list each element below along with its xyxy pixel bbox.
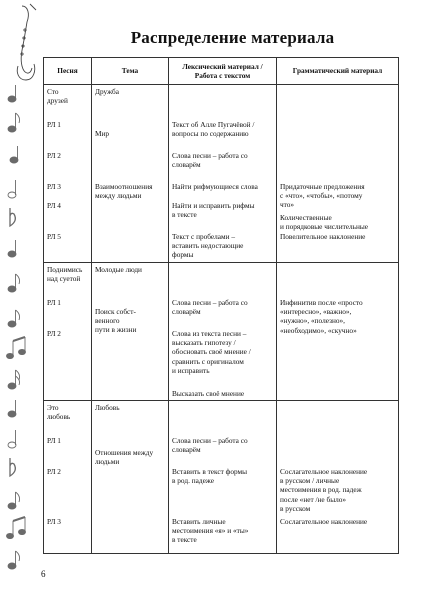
cell-entry: Слова песни – работа со словарём — [172, 436, 248, 455]
lexical-cell — [169, 401, 277, 554]
header-theme: Тема — [92, 58, 169, 85]
header-song: Песня — [44, 58, 92, 85]
cell-entry: Придаточные предложения с «что», «чтобы», «потому что» — [280, 182, 365, 210]
lexical-cell — [169, 85, 277, 263]
cell-entry: Любовь — [95, 403, 120, 412]
cell-entry: РЛ 3 — [47, 182, 61, 191]
cell-entry: Вставить в текст формы в род. падеже — [172, 467, 248, 486]
cell-entry: Найти и исправить рифмы в тексте — [172, 201, 255, 220]
table-row — [44, 263, 399, 401]
header-lexical: Лексический материал / Работа с текстом — [169, 58, 277, 85]
grammar-cell — [277, 263, 399, 401]
song-cell — [44, 85, 92, 263]
lexical-cell — [169, 263, 277, 401]
cell-entry: Взаимоотношения между людьми — [95, 182, 153, 201]
page-number: 6 — [41, 569, 46, 579]
table-header-row — [44, 58, 399, 85]
cell-entry: Сослагательное наклонение — [280, 517, 368, 526]
cell-entry: РЛ 3 — [47, 517, 61, 526]
grammar-cell — [277, 85, 399, 263]
cell-entry: РЛ 1 — [47, 298, 61, 307]
cell-entry: РЛ 1 — [47, 120, 61, 129]
table-row — [44, 401, 399, 554]
grammar-cell — [277, 401, 399, 554]
material-distribution-table — [43, 57, 399, 554]
cell-entry: Сослагательное наклонение в русском / личные местоимения в род. падеж после «нет /не было» в русском — [280, 467, 368, 513]
cell-entry: РЛ 4 — [47, 201, 61, 210]
cell-entry: Сто друзей — [47, 87, 68, 106]
song-cell — [44, 263, 92, 401]
cell-entry: Текст об Алле Пугачёвой / вопросы по содержанию — [172, 120, 255, 139]
cell-entry: Молодые люди — [95, 265, 142, 274]
cell-entry: Найти рифмующиеся слова — [172, 182, 258, 191]
theme-cell — [92, 263, 169, 401]
cell-entry: Инфинитив после «просто «интересно», «важно», «нужно», «полезно», «необходимо», «скучно» — [280, 298, 363, 335]
theme-cell — [92, 401, 169, 554]
cell-entry: РЛ 2 — [47, 151, 61, 160]
cell-entry: РЛ 5 — [47, 232, 61, 241]
cell-entry: Повелительное наклонение — [280, 232, 366, 241]
cell-entry: Слова из текста песни – высказать гипотезу / обосновать своё мнение / сравнить с оригиналом и исправить — [172, 329, 251, 375]
cell-entry: Высказать своё мнение — [172, 389, 245, 398]
cell-entry: РЛ 1 — [47, 436, 61, 445]
table-row — [44, 85, 399, 263]
cell-entry: Это любовь — [47, 403, 71, 422]
cell-entry: Поднимись над суетой — [47, 265, 83, 284]
song-cell — [44, 401, 92, 554]
cell-entry: Слова песни – работа со словарём — [172, 298, 248, 317]
cell-entry: Вставить личные местоимения «я» и «ты» в тексте — [172, 517, 249, 545]
cell-entry: Слова песни – работа со словарём — [172, 151, 248, 170]
cell-entry: Количественные и порядковые числительные — [280, 213, 369, 232]
saxophone-music-notes-decoration — [0, 0, 40, 600]
cell-entry: Текст с пробелами – вставить недостающие формы — [172, 232, 244, 260]
cell-entry: Отношения между людьми — [95, 448, 154, 467]
cell-entry: РЛ 2 — [47, 467, 61, 476]
theme-cell — [92, 85, 169, 263]
cell-entry: Поиск собст- венного пути в жизни — [95, 307, 137, 335]
page-title: Распределение материала — [130, 28, 335, 47]
cell-entry: Дружба — [95, 87, 119, 96]
header-grammar: Грамматический материал — [277, 58, 399, 85]
cell-entry: РЛ 2 — [47, 329, 61, 338]
cell-entry: Мир — [95, 129, 110, 138]
